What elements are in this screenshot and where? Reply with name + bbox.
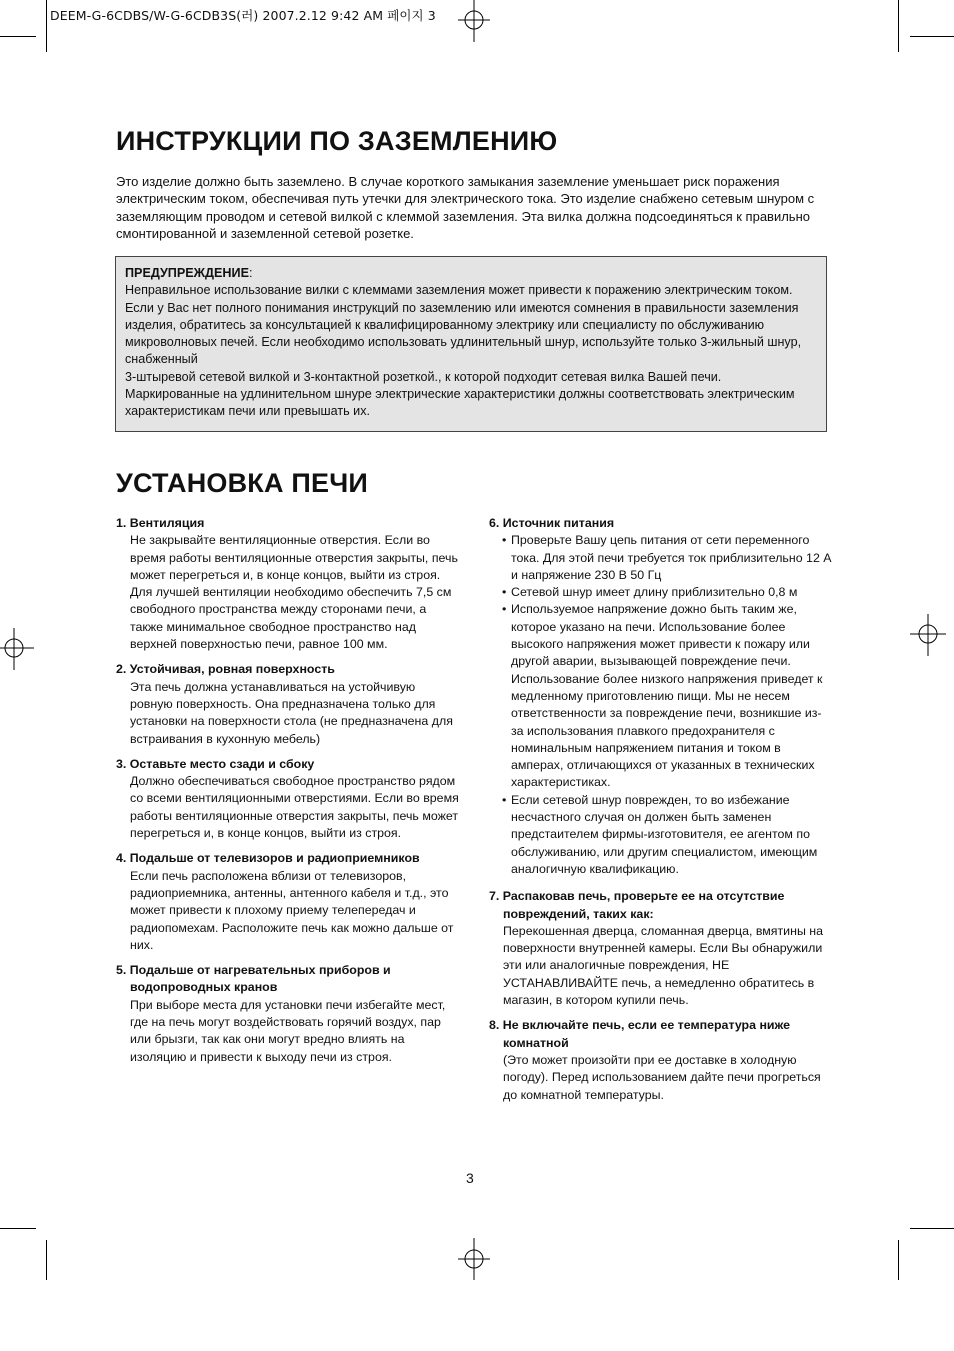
crop-mark	[0, 1228, 36, 1229]
list-item: • Проверьте Вашу цепь питания от сети переменного тока. Для этой печи требуется ток приблизительно 12 А и напряжение 230 В 50 Гц	[511, 532, 834, 584]
list-item: • Используемое напряжение дожно быть таким же, которое указано на печи. Использование более высокого напряжения может привести к пожару или другой аварии, вызывающей повреждение печи. Использование более низкого напряжения приведет к медленному приготовлению пищи. Мы не несем ответственности за повреждение печи, возникшие из-за использования плавкого предохранителя с номинальным напряжением питания и током в амперах, отличающихся от указанных в технических характеристиках.	[511, 601, 834, 791]
crop-mark	[0, 36, 36, 37]
page-number: 3	[466, 1170, 474, 1186]
section-tv-radio	[116, 850, 461, 954]
section-title: 6. Источник питания	[489, 516, 615, 530]
print-slug: DEEM-G-6CDBS/W-G-6CDB3S(러) 2007.2.12 9:42 AM 페이지 3	[50, 8, 436, 23]
section-body: Перекошенная дверца, сломанная дверца, вмятины на поверхности внутренней камеры. Если Вы обнаружили эти или аналогичные повреждения, НЕ УСТАНАВЛИВАЙТЕ печь, а немедленно обратитесь в магазин, в котором купили печь.	[503, 923, 824, 1008]
warning-title: ПРЕДУПРЕЖДЕНИЕ	[125, 266, 249, 280]
section-power-supply	[489, 515, 834, 878]
section-title: 1. Вентиляция	[116, 516, 205, 530]
section-title: 3. Оставьте место сзади и сбоку	[116, 756, 315, 771]
crop-mark	[898, 1240, 899, 1280]
section-heaters	[116, 962, 461, 1066]
section-body: При выборе места для установки печи избегайте мест, где на печь могут воздействовать горячий воздух, пар или брызги, так как они могут вредно влиять на изоляцию и привести к выходу печи из строя.	[130, 997, 446, 1064]
crop-mark	[898, 0, 899, 52]
section-body: Не закрывайте вентиляционные отверстия. Если во время работы вентиляционные отверстия закрыты, печь может перегреться и, в конце концов, выйти из строя. Для лучшей вентиляции необходимо обеспечить 7,5 см свободного пространства между сторонами печи, а также минимальное свободное пространство над верхней поверхностью печи, равное 100 мм.	[130, 533, 458, 652]
section-title: 2. Устойчивая, ровная поверхность	[116, 662, 335, 677]
section-body: (Это может произойти при ее доставке в холодную погоду). Перед использованием дайте печи прогреться до комнатной температуры.	[503, 1052, 821, 1102]
section-title: 8. Не включайте печь, если ее температура ниже комнатной	[489, 1018, 791, 1050]
section-ventilation	[116, 515, 461, 653]
list-item: • Если сетевой шнур поврежден, то во избежание несчастного случая он должен быть заменен предстаителем фирмы-изготовителя, ее агентом по обслуживанию, или другим специалистом, имеющим аналогичную квалификацию.	[511, 792, 834, 878]
registration-mark-icon	[910, 614, 946, 656]
registration-mark-icon	[458, 0, 490, 42]
warning-box	[115, 256, 827, 432]
installation-title: УСТАНОВКА ПЕЧИ	[116, 468, 368, 498]
warning-colon: :	[248, 266, 253, 280]
section-title: 7. Распаковав печь, проверьте ее на отсутствие повреждений, таких как:	[489, 889, 785, 921]
section-title: 5. Подальше от нагревательных приборов и водопроводных кранов	[116, 963, 391, 995]
section-clearance	[116, 756, 461, 842]
grounding-intro: Это изделие должно быть заземлено. В случае короткого замыкания заземление уменьшает риск поражения электрическим током, обеспечивая путь утечки для электрического тока. Это изделие снабжено сетевым шнуром с заземляющим проводом и сетевой вилкой с клеммой заземления. Эта вилка должна подсоединяться к правильно смонтированной и заземленной сетевой розетке.	[116, 174, 815, 242]
section-body: Эта печь должна устанавливаться на устойчивую ровную поверхность. Она предназначена только для установки на поверхности стола (не предназначена для встраивания в кухонную мебель)	[130, 679, 453, 746]
section-temperature	[489, 1017, 834, 1103]
list-item: • Сетевой шнур имеет длину приблизительно 0,8 м	[511, 584, 834, 601]
section-surface	[116, 661, 461, 747]
crop-mark	[910, 36, 954, 37]
crop-mark	[910, 1228, 954, 1229]
right-column	[489, 515, 834, 1112]
section-body: Если печь расположена вблизи от телевизоров, радиоприемника, антенны, антенного кабеля и т.д., это может привести к плохому приему телепередач и радиопомехам. Расположите печь как можно дальше от них.	[130, 868, 454, 952]
warning-text: Неправильное использование вилки с клеммами заземления может привести к поражению электрическим током. Если у Вас нет полного понимания инструкций по заземлению или имеются сомнения в правильности заземления изделия, обратитесь за консультацией к квалифицированному электрику или специалисту по обслуживанию микроволновых печей. Если необходимо использовать удлинительный шнур, используйте только 3-жильный шнур, снабженный	[125, 283, 802, 367]
registration-mark-icon	[458, 1238, 490, 1280]
section-body: Должно обеспечиваться свободное пространство рядом со всеми вентиляционными отверстиями. Если во время работы вентиляционные отверстия закрыты, печь может перегреться и, в конце концов, выйти из строя.	[130, 774, 459, 841]
left-column	[116, 515, 461, 1074]
bullet-list	[489, 532, 834, 878]
registration-mark-icon	[0, 628, 34, 670]
crop-mark	[46, 1240, 47, 1280]
crop-mark	[46, 0, 47, 52]
section-unpacking	[489, 888, 834, 1009]
section-title: 4. Подальше от телевизоров и радиоприемников	[116, 851, 420, 866]
warning-text-continued: 3-штыревой сетевой вилкой и 3-контактной розеткой., к которой подходит сетевая вилка Вашей печи. Маркированные на удлинительном шнуре электрические характеристики должны соответствовать электрическим характеристикам печи или превышать их.	[125, 369, 795, 419]
grounding-title: ИНСТРУКЦИИ ПО ЗАЗЕМЛЕНИЮ	[116, 126, 558, 156]
